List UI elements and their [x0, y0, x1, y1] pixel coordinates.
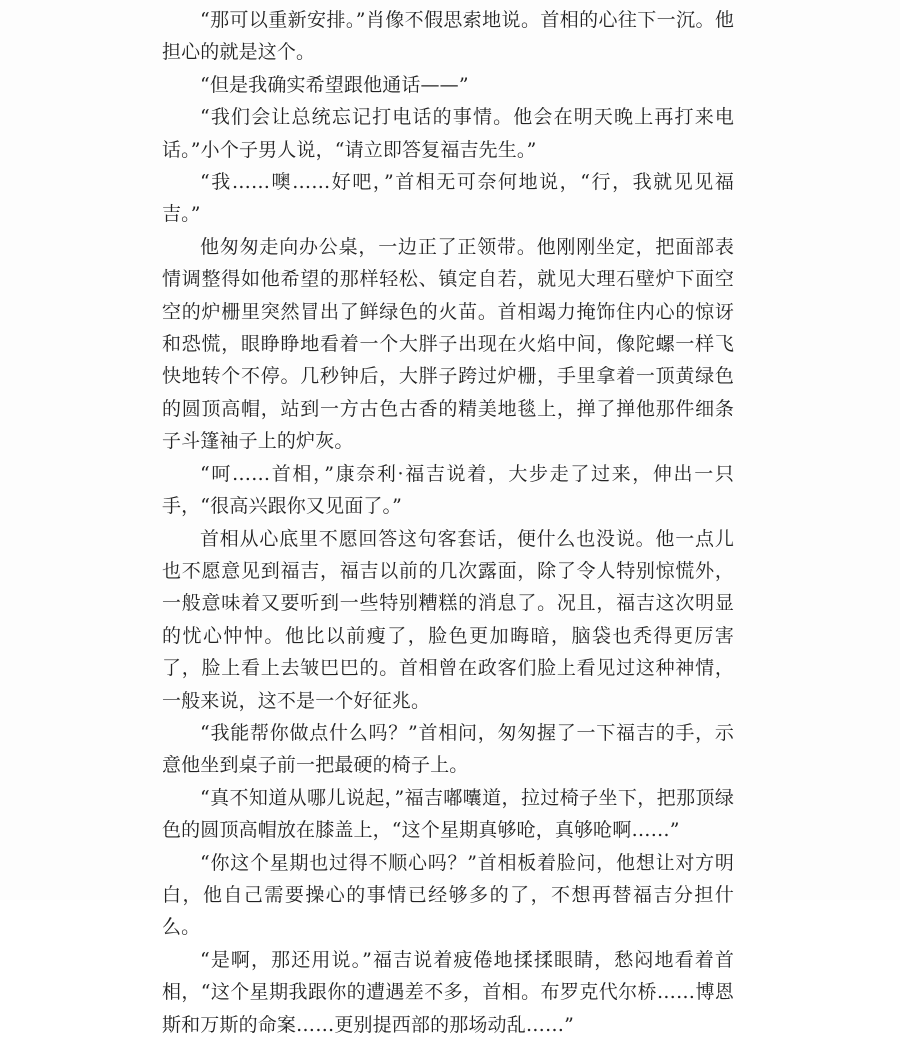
- paragraph: “呵……首相，”康奈利·福吉说着，大步走了过来，伸出一只手，“很高兴跟你又见面了。”: [162, 462, 734, 518]
- paragraph: “但是我确实希望跟他通话——”: [200, 73, 469, 96]
- paragraph: 首相从心底里不愿回答这句客套话，便什么也没说。他一点儿也不愿意见到福吉，福吉以前的几次露面，除了令人特别惊慌外，一般意味着又要听到一些特别糟糕的消息了。况且，福吉这次明显的忧心忡忡。他比以前瘦了，脸色更加晦暗，脑袋也秃得更厉害了，脸上看上去皱巴巴的。首相曾在政客们脸上看见过这种神情，一般来说，这不是一个好征兆。: [162, 527, 734, 712]
- paragraph: “你这个星期也过得不顺心吗？”首相板着脸问，他想让对方明白，他自己需要操心的事情已经够多的了，不想再替福吉分担什么。: [162, 851, 734, 939]
- paragraph: “是啊，那还用说。”福吉说着疲倦地揉揉眼睛，愁闷地看着首相，“这个星期我跟你的遭遇差不多，首相。布罗克代尔桥……博恩斯和万斯的命案……更别提西部的那场动乱……”: [162, 948, 734, 1036]
- paragraph: “那可以重新安排。”肖像不假思索地说。首相的心往下一沉。他担心的就是这个。: [162, 9, 734, 64]
- paragraph: 他匆匆走向办公桌，一边正了正领带。他刚刚坐定，把面部表情调整得如他希望的那样轻松、镇定自若，就见大理石壁炉下面空空的炉栅里突然冒出了鲜绿色的火苗。首相竭力掩饰住内心的惊讶和恐慌，眼睁睁地看着一个大胖子出现在火焰中间，像陀螺一样飞快地转个不停。几秒钟后，大胖子跨过炉栅，手里拿着一顶黄绿色的圆顶高帽，站到一方古色古香的精美地毯上，掸了掸他那件细条子斗篷袖子上的炉灰。: [162, 235, 734, 453]
- paragraph: “我们会让总统忘记打电话的事情。他会在明天晚上再打来电话。”小个子男人说，“请立即答复福吉先生。”: [162, 106, 734, 161]
- body-text: [162, 4, 734, 1041]
- paragraph: “真不知道从哪儿说起，”福吉嘟囔道，拉过椅子坐下，把那顶绿色的圆顶高帽放在膝盖上，“这个星期真够呛，真够呛啊……”: [162, 786, 734, 842]
- paragraph: “我能帮你做点什么吗？”首相问，匆匆握了一下福吉的手，示意他坐到桌子前一把最硬的椅子上。: [162, 721, 734, 777]
- paragraph: “我……噢……好吧，”首相无可奈何地说，“行，我就见见福吉。”: [162, 171, 734, 226]
